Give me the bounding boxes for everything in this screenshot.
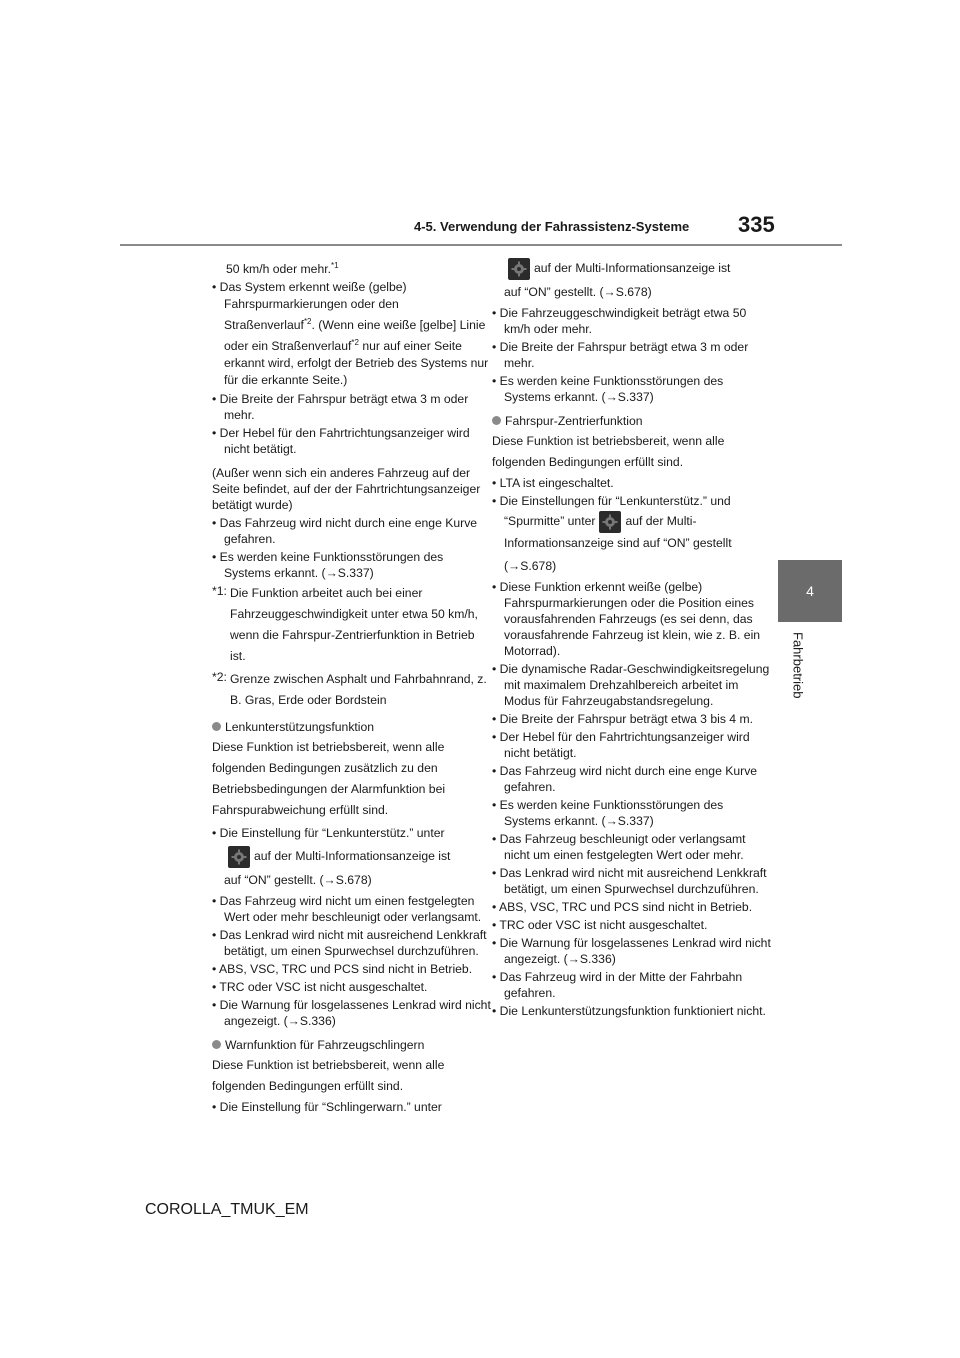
text: “Spurmitte” unter — [504, 514, 596, 529]
gear-icon — [508, 258, 530, 280]
list-item: • Die dynamische Radar-Geschwindigkeitsregelung mit maximalem Drehzahlbereich arbeitet im Modus für Fahrzeugabstandsregelung. — [492, 662, 770, 708]
footnote-ref: *1 — [331, 261, 339, 270]
section-heading — [212, 1037, 492, 1053]
text: . (Wenn eine weiße [gelbe] Linie oder ein Straßenverlauf — [224, 318, 486, 354]
list-item: • ABS, VSC, TRC und PCS sind nicht in Betrieb. — [212, 962, 473, 977]
right-column — [492, 258, 772, 1021]
list-item: • Es werden keine Funktionsstörungen des Systems erkannt. (→S.337) — [492, 374, 724, 404]
header-divider — [120, 244, 842, 246]
list-item: • Die Einstellung für “Schlingerwarn.” unter — [212, 1100, 442, 1115]
paragraph: Diese Funktion ist betriebsbereit, wenn alle folgenden Bedingungen erfüllt sind. — [212, 1058, 445, 1094]
paragraph: Diese Funktion ist betriebsbereit, wenn alle folgenden Bedingungen erfüllt sind. — [492, 434, 725, 469]
list-item: • Das Lenkrad wird nicht mit ausreichend Lenkkraft betätigt, um einen Spurwechsel durchzuführen. — [492, 866, 767, 896]
list-item: • TRC oder VSC ist nicht ausgeschaltet. — [492, 918, 708, 932]
chapter-label-text: Fahrbetrieb — [790, 632, 806, 699]
list-item: • Die Einstellungen für “Lenkunterstütz.” und — [492, 494, 731, 508]
paragraph: Diese Funktion ist betriebsbereit, wenn alle folgenden Bedingungen zusätzlich zu den Betriebsbedingungen der Alarmfunktion bei Fahrspurabweichung erfüllt sind. — [212, 740, 446, 818]
paragraph: (Außer wenn sich ein anderes Fahrzeug auf der Seite befindet, auf der der Fahrtrichtungsanzeiger betätigt wurde) — [212, 466, 481, 513]
circle-bullet-icon — [212, 1040, 221, 1049]
list-item: • Der Hebel für den Fahrtrichtungsanzeiger wird nicht betätigt. — [212, 426, 470, 457]
circle-bullet-icon — [492, 416, 501, 425]
section-heading — [212, 719, 492, 735]
list-item: • Das Lenkrad wird nicht mit ausreichend Lenkkraft betätigt, um einen Spurwechsel durchzuführen. — [212, 928, 487, 959]
list-item: • Die Breite der Fahrspur beträgt etwa 3 m oder mehr. — [492, 340, 749, 370]
list-item: • TRC oder VSC ist nicht ausgeschaltet. — [212, 980, 428, 995]
footnote-ref: *2 — [303, 317, 312, 327]
text-line — [212, 258, 492, 277]
list-item: • Die Breite der Fahrspur beträgt etwa 3 bis 4 m. — [492, 712, 753, 726]
list-item-continued: auf “ON” gestellt. (→S.678) — [504, 285, 652, 299]
text: 50 km/h oder mehr. — [226, 262, 331, 277]
list-item: • Der Hebel für den Fahrtrichtungsanzeiger wird nicht betätigt. — [492, 730, 750, 760]
list-item-continued — [492, 511, 772, 554]
page-header-title: 4-5. Verwendung der Fahrassistenz-Systeme — [414, 219, 690, 234]
list-item: • Es werden keine Funktionsstörungen des Systems erkannt. (→S.337) — [492, 798, 724, 828]
heading-text: Fahrspur-Zentrierfunktion — [505, 414, 643, 428]
footnote-key: *2: — [212, 670, 227, 685]
text: auf der Multi-Informationsanzeige ist — [254, 849, 451, 864]
list-item: • ABS, VSC, TRC und PCS sind nicht in Betrieb. — [492, 900, 753, 914]
list-item: • Die Fahrzeuggeschwindigkeit beträgt etwa 50 km/h oder mehr. — [492, 306, 747, 336]
gear-icon — [599, 511, 621, 533]
list-item-continued: auf “ON” gestellt. (→S.678) — [224, 873, 372, 888]
text: • Das System erkennt weiße (gelbe) Fahrspurmarkierungen oder den Straßenverlauf — [212, 280, 407, 333]
section-heading — [492, 413, 772, 429]
heading-text: Warnfunktion für Fahrzeugschlingern — [225, 1038, 425, 1053]
list-item-continued — [492, 258, 772, 280]
list-item: • Es werden keine Funktionsstörungen des Systems erkannt. (→S.337) — [212, 550, 444, 581]
chapter-tab[interactable]: 4 — [778, 560, 842, 622]
list-item: • Das Fahrzeug beschleunigt oder verlangsamt nicht um einen festgelegten Wert oder mehr. — [492, 832, 746, 862]
page-footer: COROLLA_TMUK_EM — [145, 1201, 309, 1218]
list-item: • Das Fahrzeug wird nicht durch eine enge Kurve gefahren. — [212, 516, 478, 547]
list-item: • Die Warnung für losgelassenes Lenkrad wird nicht angezeigt. (→S.336) — [212, 998, 491, 1029]
left-column — [212, 258, 492, 1117]
heading-text: Lenkunterstützungsfunktion — [225, 720, 375, 735]
list-item: • Die Einstellung für “Lenkunterstütz.” unter — [212, 826, 445, 841]
footnote-key: *1: — [212, 584, 227, 599]
list-item: • Die Breite der Fahrspur beträgt etwa 3 m oder mehr. — [212, 392, 469, 423]
circle-bullet-icon — [212, 722, 221, 731]
list-item: • LTA ist eingeschaltet. — [492, 476, 614, 490]
footnote-text: Grenze zwischen Asphalt und Fahrbahnrand, z. B. Gras, Erde oder Bordstein — [230, 672, 487, 708]
list-item — [212, 279, 492, 389]
list-item: • Die Warnung für losgelassenes Lenkrad wird nicht angezeigt. (→S.336) — [492, 936, 771, 966]
list-item-continued — [212, 846, 492, 868]
list-item: • Diese Funktion erkennt weiße (gelbe) Fahrspurmarkierungen oder die Position eines vorausfahrenden Fahrzeugs (es sei denn, das vorausfahrende Fahrzeug ist klein, wie z. B. ein Motorrad). — [492, 580, 761, 658]
gear-icon — [228, 846, 250, 868]
text: auf der Multi-Informationsanzeige sind auf “ON” gestellt — [504, 514, 732, 550]
footnote-text: Die Funktion arbeitet auch bei einer Fahrzeuggeschwindigkeit unter etwa 50 km/h, wenn die Fahrspur-Zentrierfunktion in Betrieb ist. — [230, 586, 478, 664]
list-item: • Das Fahrzeug wird nicht um einen festgelegten Wert oder mehr beschleunigt oder verlangsamt. — [212, 894, 482, 925]
list-item: • Die Lenkunterstützungsfunktion funktioniert nicht. — [492, 1004, 766, 1018]
footnote — [212, 669, 492, 711]
list-item: • Das Fahrzeug wird nicht durch eine enge Kurve gefahren. — [492, 764, 758, 794]
list-item: • Das Fahrzeug wird in der Mitte der Fahrbahn gefahren. — [492, 970, 743, 1000]
text: nur auf einer Seite erkannt wird, erfolgt der Betrieb des Systems nur für die erkannte Seite.) — [224, 339, 489, 388]
chapter-label — [788, 632, 808, 712]
footnote — [212, 583, 492, 667]
text: auf der Multi-Informationsanzeige ist — [534, 261, 731, 276]
footnote-ref: *2 — [351, 338, 359, 348]
page-number: 335 — [738, 212, 775, 237]
list-item-continued: (→S.678) — [504, 559, 557, 573]
